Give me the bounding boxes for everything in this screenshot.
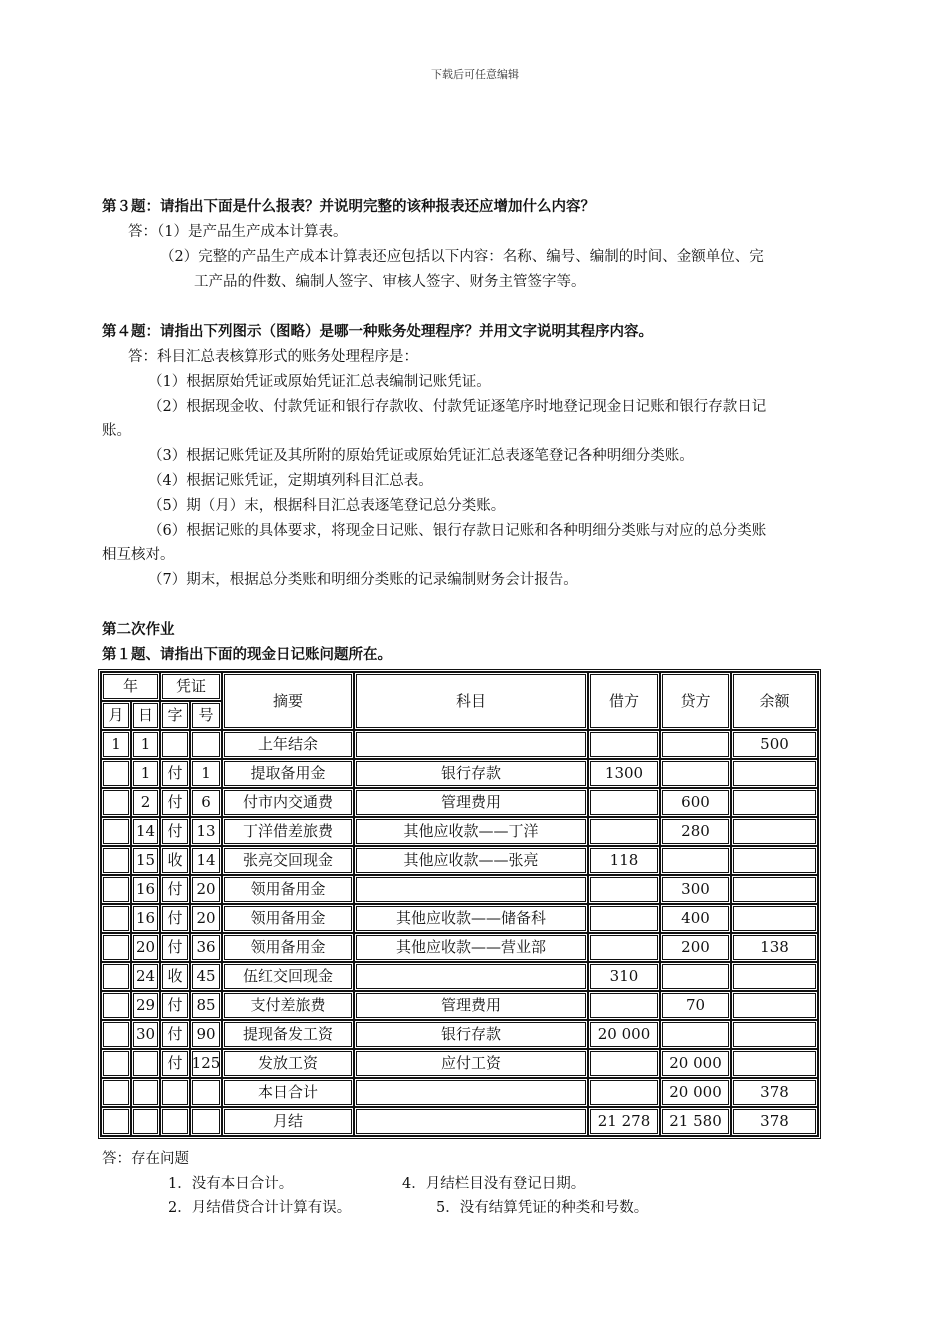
cell-zi: 付 [160, 933, 190, 962]
cell-zi: 收 [160, 962, 190, 991]
cell-summary: 丁洋借差旅费 [222, 817, 354, 846]
cell-hao [190, 1107, 222, 1136]
cell-credit: 20 000 [660, 1078, 731, 1107]
problem-1: 1．没有本日合计。 [168, 1176, 294, 1192]
cell-hao: 1 [190, 759, 222, 788]
header-account: 科目 [354, 672, 588, 730]
cell-debit: 21 278 [588, 1107, 660, 1136]
q4-step-3: （3）根据记账凭证及其所附的原始凭证或原始凭证汇总表逐笔登记各种明细分类账。 [148, 448, 694, 464]
table-row [101, 846, 818, 875]
cell-day: 1 [131, 730, 160, 759]
hw2-q1-title: 第１题、请指出下面的现金日记账问题所在。 [102, 646, 392, 663]
q4-step-2-line-2: 账。 [102, 423, 131, 439]
table-row [101, 962, 818, 991]
cell-day: 1 [131, 759, 160, 788]
section-title: 第二次作业 [102, 621, 175, 638]
cell-summary: 领用备用金 [222, 933, 354, 962]
cell-zi: 付 [160, 759, 190, 788]
header-balance: 余额 [731, 672, 818, 730]
table-row [101, 904, 818, 933]
header-voucher: 凭证 [160, 672, 222, 701]
cell-zi: 付 [160, 788, 190, 817]
q4-title: 第４题：请指出下列图示（图略）是哪一种账务处理程序？并用文字说明其程序内容。 [102, 323, 653, 340]
table-row [101, 759, 818, 788]
cell-month [101, 962, 131, 991]
q3-answer-1: 答：（1）是产品生产成本计算表。 [128, 224, 348, 240]
cell-month [101, 846, 131, 875]
cell-zi: 付 [160, 1049, 190, 1078]
cell-account [354, 875, 588, 904]
cell-hao: 20 [190, 875, 222, 904]
cell-summary: 支付差旅费 [222, 991, 354, 1020]
table-row [101, 1020, 818, 1049]
header-year: 年 [101, 672, 160, 701]
q4-step-2-line-1: （2）根据现金收、付款凭证和银行存款收、付款凭证逐笔序时地登记现金日记账和银行存款日记 [148, 399, 767, 415]
header-zi: 字 [160, 701, 190, 730]
cell-summary: 伍红交回现金 [222, 962, 354, 991]
cash-journal-table [98, 669, 821, 1139]
cell-credit [660, 759, 731, 788]
answer-label: 答：存在问题 [102, 1151, 189, 1167]
cell-account: 其他应收款——营业部 [354, 933, 588, 962]
cell-month [101, 759, 131, 788]
cell-summary: 上年结余 [222, 730, 354, 759]
cell-day: 16 [131, 904, 160, 933]
q3-answer-2-line-1: （2）完整的产品生产成本计算表还应包括以下内容：名称、编号、编制的时间、金额单位、完 [160, 249, 764, 265]
cell-month [101, 904, 131, 933]
cell-account: 其他应收款——张亮 [354, 846, 588, 875]
cell-day: 14 [131, 817, 160, 846]
cell-hao: 14 [190, 846, 222, 875]
q4-step-5: （5）期（月）末，根据科目汇总表逐笔登记总分类账。 [148, 498, 506, 514]
header-summary: 摘要 [222, 672, 354, 730]
cell-debit [588, 933, 660, 962]
cell-day [131, 1078, 160, 1107]
cell-debit [588, 904, 660, 933]
problem-2: 2．月结借贷合计计算有误。 [168, 1200, 352, 1216]
q4-step-6-line-1: （6）根据记账的具体要求，将现金日记账、银行存款日记账和各种明细分类账与对应的总分类账 [148, 523, 767, 539]
cell-debit [588, 788, 660, 817]
cell-summary: 领用备用金 [222, 904, 354, 933]
q3-title: 第３题：请指出下面是什么报表？并说明完整的该种报表还应增加什么内容？ [102, 198, 595, 215]
cell-month [101, 1049, 131, 1078]
cell-summary: 领用备用金 [222, 875, 354, 904]
cell-account: 其他应收款——丁洋 [354, 817, 588, 846]
cell-debit [588, 730, 660, 759]
cell-zi [160, 1078, 190, 1107]
cell-summary: 提现备发工资 [222, 1020, 354, 1049]
cell-balance: 378 [731, 1107, 818, 1136]
cell-hao: 13 [190, 817, 222, 846]
cell-debit: 310 [588, 962, 660, 991]
cell-balance [731, 846, 818, 875]
cell-debit [588, 1049, 660, 1078]
cell-month [101, 875, 131, 904]
cell-credit: 20 000 [660, 1049, 731, 1078]
table-row [101, 1049, 818, 1078]
header-hao: 号 [190, 701, 222, 730]
cell-balance [731, 875, 818, 904]
cell-summary: 本日合计 [222, 1078, 354, 1107]
cell-credit: 200 [660, 933, 731, 962]
cell-credit: 21 580 [660, 1107, 731, 1136]
cell-month [101, 1020, 131, 1049]
problem-4: 4．月结栏目没有登记日期。 [402, 1176, 586, 1192]
cell-credit [660, 846, 731, 875]
cell-day: 16 [131, 875, 160, 904]
page-header: 下载后可任意编辑 [431, 68, 519, 81]
table-row [101, 1078, 818, 1107]
cell-zi: 收 [160, 846, 190, 875]
cell-debit: 118 [588, 846, 660, 875]
cell-hao [190, 1078, 222, 1107]
header-debit: 借方 [588, 672, 660, 730]
cell-hao: 45 [190, 962, 222, 991]
q4-step-4: （4）根据记账凭证，定期填列科目汇总表。 [148, 473, 433, 489]
cell-day: 15 [131, 846, 160, 875]
table-row [101, 788, 818, 817]
cell-summary: 张亮交回现金 [222, 846, 354, 875]
cell-account: 应付工资 [354, 1049, 588, 1078]
cell-day: 20 [131, 933, 160, 962]
table-row [101, 991, 818, 1020]
cell-account: 银行存款 [354, 1020, 588, 1049]
cell-debit [588, 1078, 660, 1107]
cell-zi: 付 [160, 991, 190, 1020]
header-credit: 贷方 [660, 672, 731, 730]
cell-zi [160, 730, 190, 759]
cell-debit [588, 991, 660, 1020]
cell-summary: 发放工资 [222, 1049, 354, 1078]
cell-account [354, 1078, 588, 1107]
cell-zi: 付 [160, 875, 190, 904]
table-row [101, 730, 818, 759]
table-row [101, 933, 818, 962]
cell-month [101, 1107, 131, 1136]
cell-debit: 20 000 [588, 1020, 660, 1049]
cell-balance [731, 962, 818, 991]
cell-summary: 月结 [222, 1107, 354, 1136]
cell-credit: 280 [660, 817, 731, 846]
cell-balance [731, 1020, 818, 1049]
cell-credit: 400 [660, 904, 731, 933]
cell-account: 其他应收款——储备科 [354, 904, 588, 933]
cell-day [131, 1049, 160, 1078]
q3-answer-2-line-2: 工产品的件数、编制人签字、审核人签字、财务主管签字等。 [194, 274, 586, 290]
cell-hao: 85 [190, 991, 222, 1020]
problem-5: 5．没有结算凭证的种类和号数。 [436, 1200, 649, 1216]
cell-hao: 20 [190, 904, 222, 933]
cell-zi: 付 [160, 817, 190, 846]
table-row [101, 875, 818, 904]
cell-month [101, 788, 131, 817]
cell-day: 2 [131, 788, 160, 817]
cell-hao: 36 [190, 933, 222, 962]
cell-account [354, 962, 588, 991]
cell-day [131, 1107, 160, 1136]
cell-balance [731, 817, 818, 846]
cell-hao [190, 730, 222, 759]
cell-summary: 付市内交通费 [222, 788, 354, 817]
cell-hao: 125 [190, 1049, 222, 1078]
cell-balance [731, 759, 818, 788]
cell-account: 管理费用 [354, 991, 588, 1020]
q4-step-7: （7）期末，根据总分类账和明细分类账的记录编制财务会计报告。 [148, 572, 578, 588]
cell-day: 29 [131, 991, 160, 1020]
cell-month [101, 991, 131, 1020]
table-row [101, 1107, 818, 1136]
cell-day: 30 [131, 1020, 160, 1049]
table-row [101, 817, 818, 846]
cell-debit: 1300 [588, 759, 660, 788]
cell-summary: 提取备用金 [222, 759, 354, 788]
cell-balance: 500 [731, 730, 818, 759]
q4-step-1: （1）根据原始凭证或原始凭证汇总表编制记账凭证。 [148, 374, 491, 390]
cell-balance [731, 1049, 818, 1078]
q4-step-6-line-2: 相互核对。 [102, 547, 175, 563]
cell-debit [588, 875, 660, 904]
cell-hao: 6 [190, 788, 222, 817]
cell-account: 管理费用 [354, 788, 588, 817]
cell-day: 24 [131, 962, 160, 991]
cell-credit [660, 962, 731, 991]
cell-zi: 付 [160, 904, 190, 933]
header-row-1 [101, 672, 818, 701]
cell-balance [731, 788, 818, 817]
cell-month [101, 817, 131, 846]
cell-credit [660, 1020, 731, 1049]
cell-debit [588, 817, 660, 846]
cell-balance: 138 [731, 933, 818, 962]
cell-credit: 600 [660, 788, 731, 817]
cell-account: 银行存款 [354, 759, 588, 788]
header-day: 日 [131, 701, 160, 730]
cell-account [354, 1107, 588, 1136]
cell-balance [731, 904, 818, 933]
header-month: 月 [101, 701, 131, 730]
cell-balance: 378 [731, 1078, 818, 1107]
cell-credit: 300 [660, 875, 731, 904]
cell-hao: 90 [190, 1020, 222, 1049]
cell-balance [731, 991, 818, 1020]
cell-month [101, 933, 131, 962]
cell-credit [660, 730, 731, 759]
cell-credit: 70 [660, 991, 731, 1020]
cell-month [101, 1078, 131, 1107]
cell-zi [160, 1107, 190, 1136]
cell-account [354, 730, 588, 759]
q4-intro: 答：科目汇总表核算形式的账务处理程序是： [128, 349, 418, 365]
cell-month: 1 [101, 730, 131, 759]
cell-zi: 付 [160, 1020, 190, 1049]
